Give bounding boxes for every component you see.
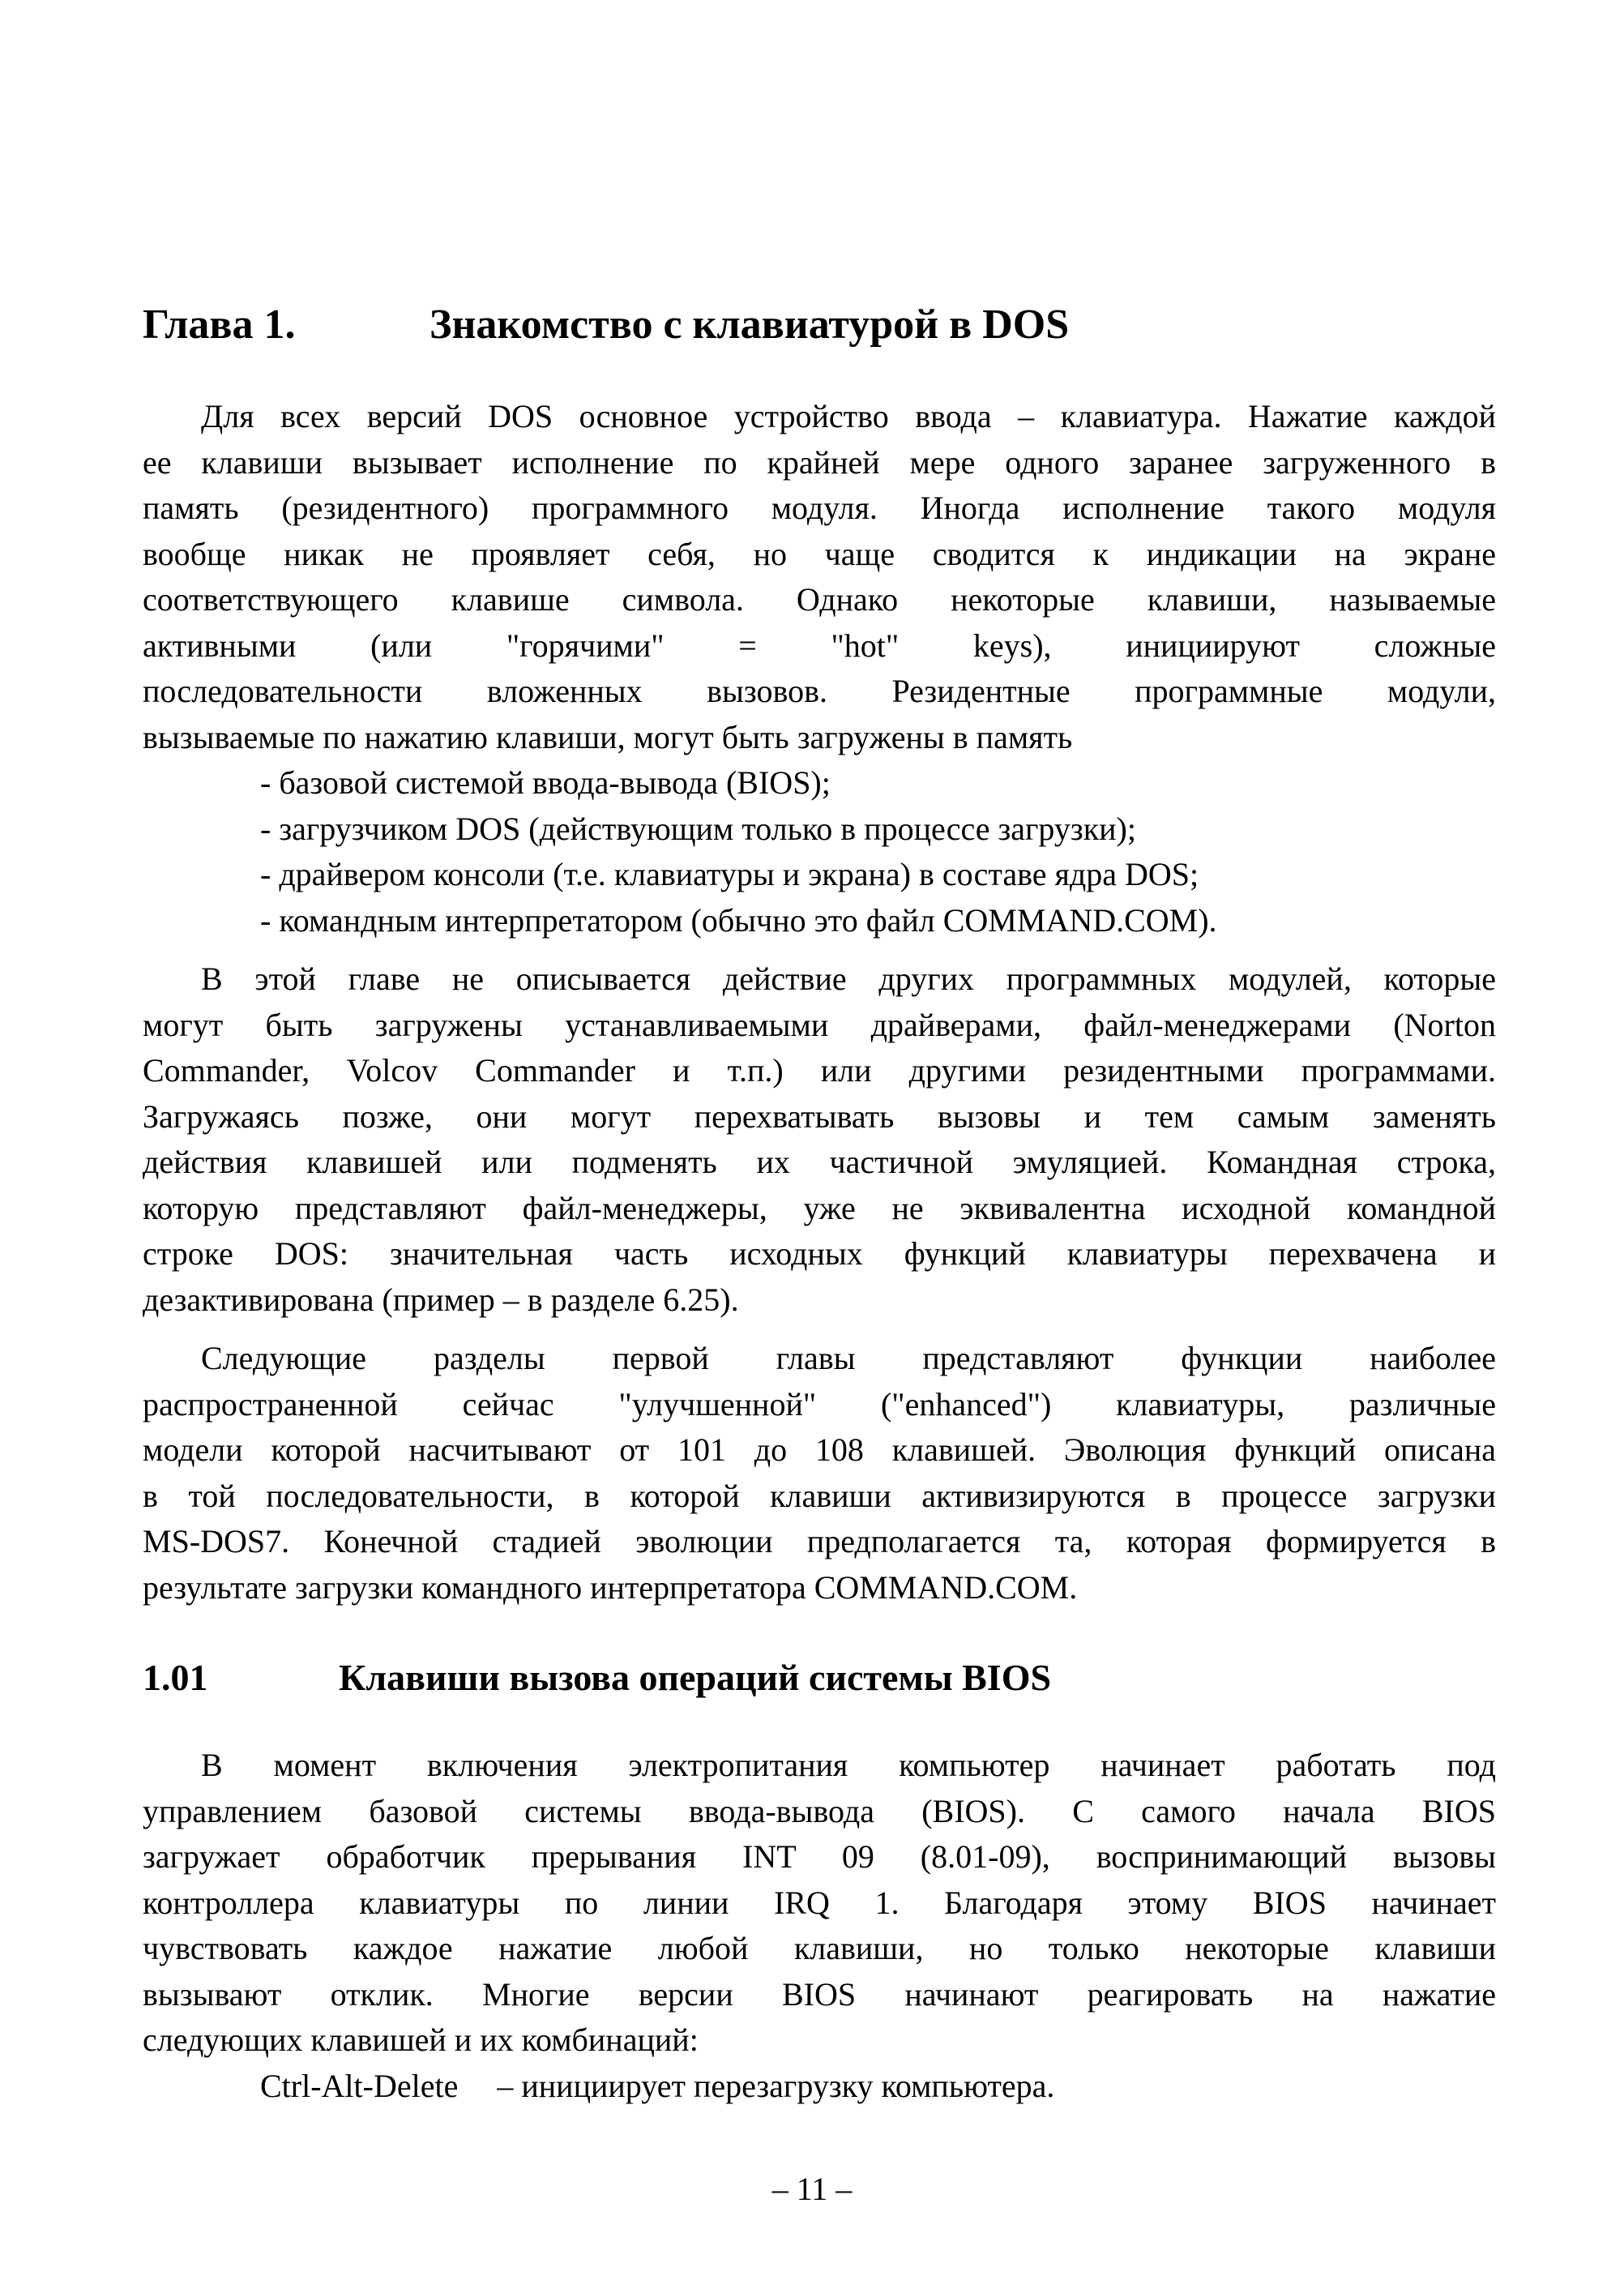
paragraph-line: Следующие разделы первой главы представляют функции наиболее xyxy=(201,1340,1496,1376)
chapter-number: Глава 1. xyxy=(143,302,296,348)
chapter-heading xyxy=(143,300,1496,350)
paragraph-line: управлением базовой системы ввода-вывода (BIOS). С самого начала BIOS xyxy=(143,1792,1496,1829)
paragraph-line: которую представляют файл-менеджеры, уже не эквивалентна исходной командной xyxy=(143,1189,1496,1226)
paragraph-line: MS-DOS7. Конечной стадией эволюции предполагается та, которая формируется в xyxy=(143,1523,1496,1559)
paragraph-line: загружает обработчик прерывания INT 09 (8.01-09), воспринимающий вызовы xyxy=(143,1838,1496,1875)
paragraph-3 xyxy=(143,1336,1496,1611)
paragraph-line: Загружаясь позже, они могут перехватывать вызовы и тем самым заменять xyxy=(143,1097,1496,1135)
paragraph-line: последовательности вложенных вызовов. Резидентные программные модули, xyxy=(143,673,1496,709)
paragraph-line: следующих клавишей и их комбинаций: xyxy=(143,2021,699,2058)
paragraph-line: В момент включения электропитания компьютер начинает работать под xyxy=(201,1747,1496,1783)
paragraph-line: ее клавиши вызывает исполнение по крайней мере одного заранее загруженного в xyxy=(143,443,1496,481)
paragraph-line: вообще никак не проявляет себя, но чаще сводится к индикации на экране xyxy=(143,535,1496,572)
paragraph-line: распространенной сейчас "улучшенной" ("enhanced") клавиатуры, различные xyxy=(143,1385,1496,1422)
paragraph-line: активными (или "горячими" = "hot" keys), инициируют сложные xyxy=(143,627,1496,664)
hotkey-line xyxy=(143,2064,1496,2110)
paragraph-line: модели которой насчитывают от 101 до 108 клавишей. Эволюция функций описана xyxy=(143,1431,1496,1468)
section-number: 1.01 xyxy=(143,1657,208,1698)
paragraph-line: строке DOS: значительная часть исходных функций клавиатуры перехвачена и xyxy=(143,1235,1496,1272)
paragraph-4 xyxy=(143,1743,1496,2109)
paragraph-line: Commander, Volcov Commander и т.п.) или другими резидентными программами. xyxy=(143,1052,1496,1089)
paragraph-line: вызывают отклик. Многие версии BIOS начинают реагировать на нажатие xyxy=(143,1975,1496,2013)
paragraph-line: соответствующего клавише символа. Однако некоторые клавиши, называемые xyxy=(143,581,1496,618)
paragraph-line: действия клавишей или подменять их частичной эмуляцией. Командная строка, xyxy=(143,1144,1496,1180)
paragraph-line: чувствовать каждое нажатие любой клавиши, но только некоторые клавиши xyxy=(143,1930,1496,1966)
paragraph-2 xyxy=(143,956,1496,1323)
paragraph-line: в той последовательности, в которой клавиши активизируются в процессе загрузки xyxy=(143,1477,1496,1514)
intro-paragraph xyxy=(143,394,1496,760)
loader-list xyxy=(143,760,1496,943)
paragraph-line: Для всех версий DOS основное устройство ввода – клавиатура. Нажатие каждой xyxy=(201,398,1496,434)
list-item: - базовой системой ввода-вывода (BIOS); xyxy=(260,764,831,801)
list-item: - драйвером консоли (т.е. клавиатуры и экрана) в составе ядра DOS; xyxy=(260,856,1199,892)
paragraph-line: результате загрузки командного интерпретатора COMMAND.COM. xyxy=(143,1568,1078,1606)
paragraph-line: В этой главе не описывается действие других программных модулей, которые xyxy=(201,960,1496,997)
paragraph-line: могут быть загружены устанавливаемыми драйверами, файл-менеджерами (Norton xyxy=(143,1006,1496,1043)
section-title: Клавиши вызова операций системы BIOS xyxy=(339,1657,1052,1698)
section-heading xyxy=(143,1655,1496,1700)
hotkey-description: – инициирует перезагрузку компьютера. xyxy=(497,2067,1055,2104)
chapter-title: Знакомство с клавиатурой в DOS xyxy=(430,302,1070,348)
paragraph-line: дезактивирована (пример – в разделе 6.25). xyxy=(143,1281,739,1318)
list-item: - командным интерпретатором (обычно это файл COMMAND.COM). xyxy=(260,901,1217,939)
paragraph-line: контроллера клавиатуры по линии IRQ 1. Благодаря этому BIOS начинает xyxy=(143,1884,1496,1921)
paragraph-line: вызываемые по нажатию клавиши, могут быть загружены в память xyxy=(143,718,1073,755)
page-number: – 11 – xyxy=(771,2171,853,2207)
paragraph-line: память (резидентного) программного модуля. Иногда исполнение такого модуля xyxy=(143,490,1496,526)
list-item: - загрузчиком DOS (действующим только в процессе загрузки); xyxy=(260,810,1136,847)
hotkey-combination: Ctrl-Alt-Delete xyxy=(260,2067,459,2104)
